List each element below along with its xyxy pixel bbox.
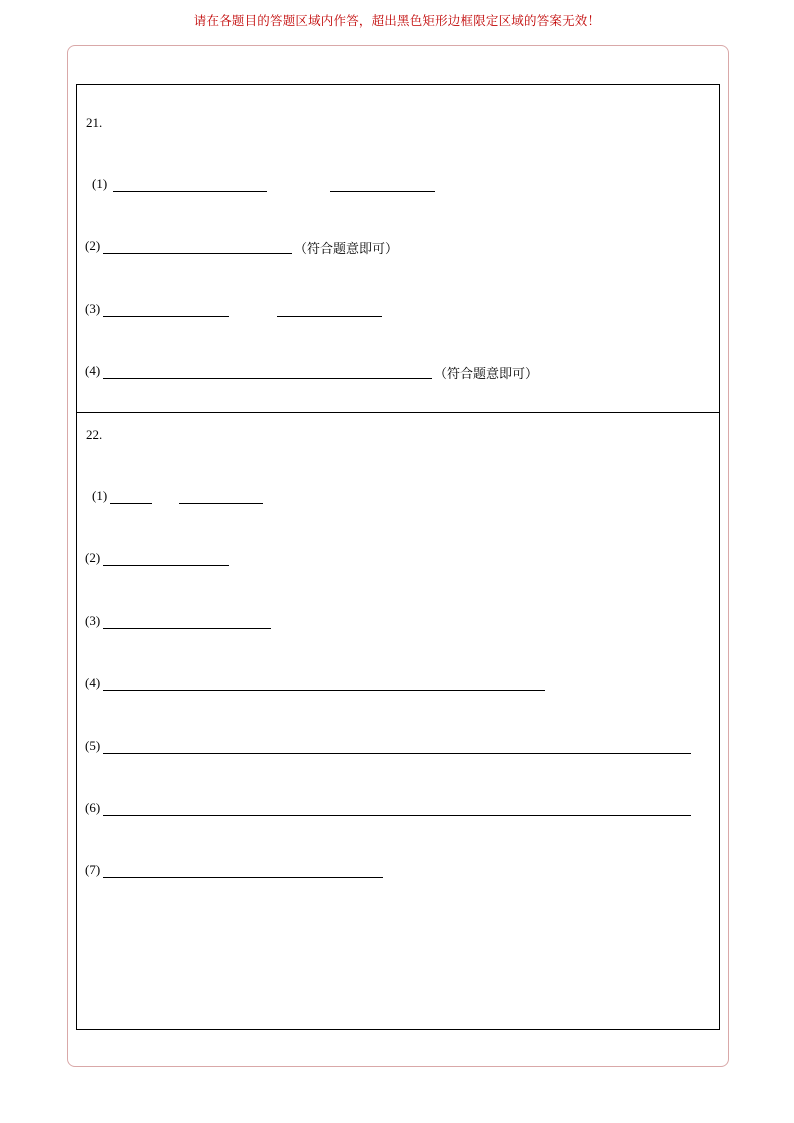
q21-part-2-note: （符合题意即可） — [294, 242, 399, 257]
q21-part-1-blank-b[interactable] — [330, 191, 435, 192]
q22-part-5-blank[interactable] — [103, 753, 691, 754]
q22-part-4-label: (4) — [85, 675, 101, 690]
question-22-number: 22. — [86, 427, 103, 442]
q21-part-3-blank-b[interactable] — [277, 316, 382, 317]
question-21-number: 21. — [86, 115, 103, 130]
q22-part-6-blank[interactable] — [103, 815, 691, 816]
question-22-answer-box — [76, 412, 720, 1030]
q22-part-2-blank[interactable] — [103, 565, 229, 566]
q22-part-1-blank-a[interactable] — [110, 503, 152, 504]
q22-part-4-blank[interactable] — [103, 690, 545, 691]
q21-part-4-label: (4) — [85, 363, 101, 378]
q22-part-1-label: (1) — [92, 488, 108, 503]
answer-area-warning: 请在各题目的答题区域内作答，超出黑色矩形边框限定区域的答案无效！ — [193, 13, 601, 28]
question-21-answer-box — [76, 84, 720, 413]
q21-part-4-blank[interactable] — [103, 378, 432, 379]
q21-part-2-blank[interactable] — [103, 253, 292, 254]
q21-part-4-note: （符合题意即可） — [434, 367, 539, 382]
q21-part-3-label: (3) — [85, 301, 101, 316]
q22-part-2-label: (2) — [85, 550, 101, 565]
q21-part-1-blank-a[interactable] — [113, 191, 267, 192]
q22-part-7-blank[interactable] — [103, 877, 383, 878]
q21-part-2-label: (2) — [85, 238, 101, 253]
q22-part-5-label: (5) — [85, 738, 101, 753]
q22-part-7-label: (7) — [85, 862, 101, 877]
q21-part-1-label: (1) — [92, 176, 108, 191]
q22-part-6-label: (6) — [85, 800, 101, 815]
q22-part-3-blank[interactable] — [103, 628, 271, 629]
q21-part-3-blank-a[interactable] — [103, 316, 229, 317]
q22-part-3-label: (3) — [85, 613, 101, 628]
q22-part-1-blank-b[interactable] — [179, 503, 263, 504]
